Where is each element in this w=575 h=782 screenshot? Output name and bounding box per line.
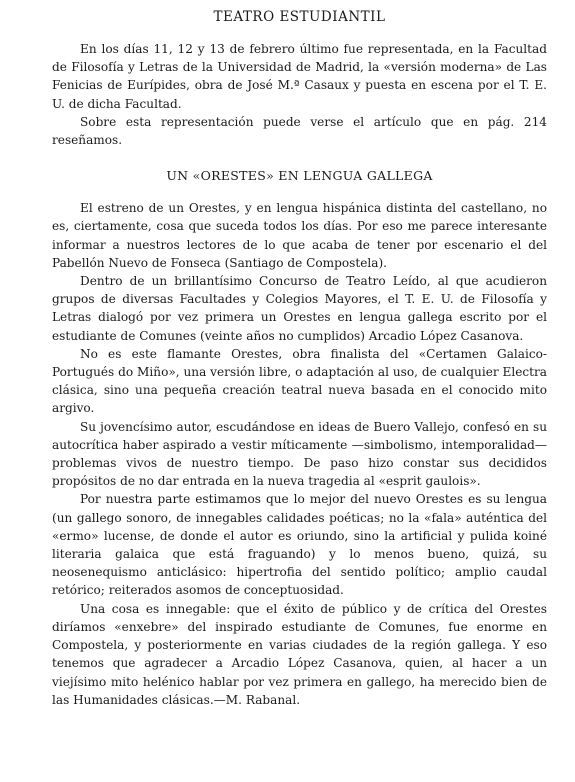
article-paragraph-6: Una cosa es innegable: que el éxito de público y de crítica del Orestes diríamos «enxebre» del inspirado estudiante de Comunes, fue enorme en Compostela, y posteriormente en varias ciudades de la región gallega. Y eso tenemos que agradecer a Arcadio López Casanova, quien, al hacer a un viejísimo mito helénico hablar por vez primera en gallego, ha merecido bien de las Humanidades clásicas.—M. Rabanal. <box>52 601 547 707</box>
article-paragraph-5: Por nuestra parte estimamos que lo mejor del nuevo Orestes es su lengua (un gallego sonoro, de innegables calidades poéticas; no la «fala» auténtica del «ermo» lucense, de donde el autor es oriundo, sino la artificial y pulida koiné literaria galaica que está fraguando) y lo menos bueno, quizá, su neosenequismo anticlásico: hipertrofia del sentido político; amplio caudal retórico; reiterados asomos de conceptuosidad. <box>52 492 547 598</box>
page-heading: TEATRO ESTUDIANTIL <box>213 9 386 25</box>
article-title: UN «ORESTES» EN LENGUA GALLEGA <box>166 168 433 184</box>
intro-paragraph-2: Sobre esta representación puede verse el artículo que en pág. 214 reseñamos. <box>52 114 547 148</box>
article-paragraph-4: Su jovencísimo autor, escudándose en ideas de Buero Vallejo, confesó en su autocrítica haber aspirado a vestir míticamente —simbolismo, intemporalidad— problemas vivos de nuestro tiempo. De paso hizo constar sus decididos propósitos de no dar entrada en la nueva tragedia al «esprit gaulois». <box>52 419 547 489</box>
article-paragraph-2: Dentro de un brillantísimo Concurso de Teatro Leído, al que acudieron grupos de diversas Facultades y Colegios Mayores, el T. E. U. de Filosofía y Letras dialogó por vez primera un Orestes en lengua gallega escrito por el estudiante de Comunes (veinte años no cumplidos) Arcadio López Casanova. <box>52 274 547 343</box>
article-paragraph-3: No es este flamante Orestes, obra finalista del «Certamen Galaico-Portugués do Miño», una versión libre, o adaptación al uso, de cualquier Electra clásica, sino una pequeña creación teatral nueva basada en el conocido mito argivo. <box>52 346 547 416</box>
intro-paragraph-1: En los días 11, 12 y 13 de febrero último fue representada, en la Facultad de Filosofía y Letras de la Universidad de Madrid, la «versión moderna» de Las Fenicias de Eurípides, obra de José M.ª Casaux y puesta en escena por el T. E. U. de dicha Facultad. <box>52 42 547 111</box>
article-paragraph-1: El estreno de un Orestes, y en lengua hispánica distinta del castellano, no es, ciertamente, cosa que suceda todos los días. Por eso me parece interesante informar a nuestros lectores de lo que acaba de tener por escenario el del Pabellón Nuevo de Fonseca (Santiago de Compostela). <box>52 201 547 270</box>
